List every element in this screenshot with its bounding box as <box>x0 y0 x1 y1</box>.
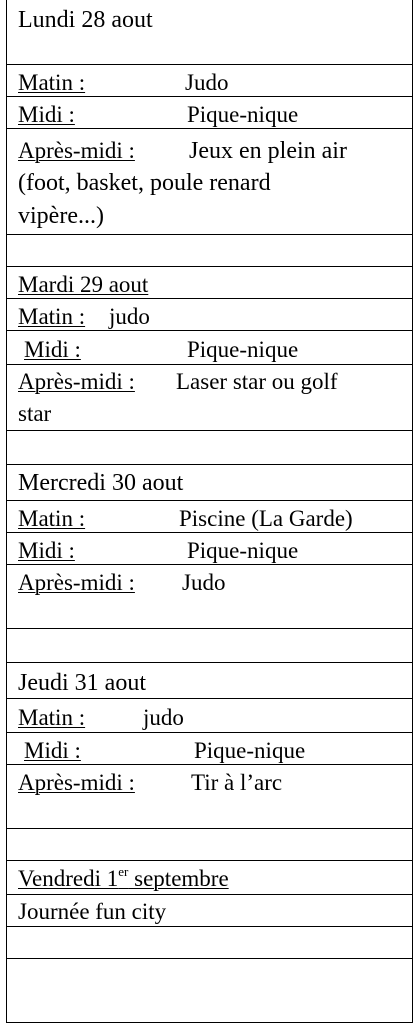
divider <box>7 96 412 97</box>
midi-label: Midi : <box>18 102 75 127</box>
matin-label: Matin : <box>18 70 86 95</box>
matin-value: judo <box>143 705 184 730</box>
matin-value: Piscine (La Garde) <box>179 506 353 531</box>
ordinal-suffix: er <box>118 864 129 879</box>
divider <box>7 764 412 765</box>
matin-value: judo <box>109 304 150 329</box>
divider <box>7 958 412 959</box>
divider <box>7 234 412 235</box>
apres-midi-value: Laser star ou golf <box>176 369 338 394</box>
apres-midi-value-cont: star <box>18 401 52 426</box>
matin-value: Judo <box>185 70 229 95</box>
apres-midi-label: Après-midi : <box>18 369 135 394</box>
matin-label: Matin : <box>18 506 86 531</box>
apres-midi-value: Tir à l’arc <box>191 770 283 795</box>
apres-midi-label: Après-midi : <box>18 770 135 795</box>
divider <box>7 298 412 299</box>
day-title-lundi: Lundi 28 aout <box>18 7 153 33</box>
divider <box>7 860 412 861</box>
midi-value: Pique-nique <box>194 738 306 763</box>
apres-midi-value: Judo <box>182 570 226 595</box>
apres-midi-value-cont: vipère...) <box>18 203 104 229</box>
divider <box>7 628 412 629</box>
apres-midi-label: Après-midi : <box>18 570 135 595</box>
divider <box>7 128 412 129</box>
midi-label: Midi : <box>24 337 81 362</box>
divider <box>7 564 412 565</box>
divider <box>7 64 412 65</box>
midi-value: Pique-nique <box>187 102 299 127</box>
divider <box>7 894 412 895</box>
day-title-suffix: septembre <box>128 866 229 891</box>
vendredi-activity: Journée fun city <box>18 899 167 924</box>
divider <box>7 464 412 465</box>
divider <box>7 532 412 533</box>
day-title-jeudi: Jeudi 31 aout <box>18 670 146 696</box>
midi-value: Pique-nique <box>187 538 299 563</box>
divider <box>7 266 412 267</box>
day-title-mercredi: Mercredi 30 aout <box>18 470 184 496</box>
midi-label: Midi : <box>18 538 75 563</box>
matin-label: Matin : <box>18 705 86 730</box>
divider <box>7 430 412 431</box>
divider <box>7 732 412 733</box>
apres-midi-value-cont: (foot, basket, poule renard <box>18 170 271 196</box>
midi-value: Pique-nique <box>187 337 299 362</box>
divider <box>7 828 412 829</box>
divider <box>7 330 412 331</box>
divider <box>7 500 412 501</box>
schedule-page <box>6 0 413 1023</box>
day-title-mardi: Mardi 29 aout <box>18 272 149 297</box>
divider <box>7 698 412 699</box>
apres-midi-label: Après-midi : <box>18 138 135 163</box>
divider <box>7 364 412 365</box>
divider <box>7 662 412 663</box>
matin-label: Matin : <box>18 304 86 329</box>
day-title-prefix: Vendredi 1 <box>18 866 119 891</box>
apres-midi-value: Jeux en plein air <box>189 138 347 164</box>
divider <box>7 926 412 927</box>
day-title-vendredi <box>18 864 229 891</box>
midi-label: Midi : <box>24 738 81 763</box>
